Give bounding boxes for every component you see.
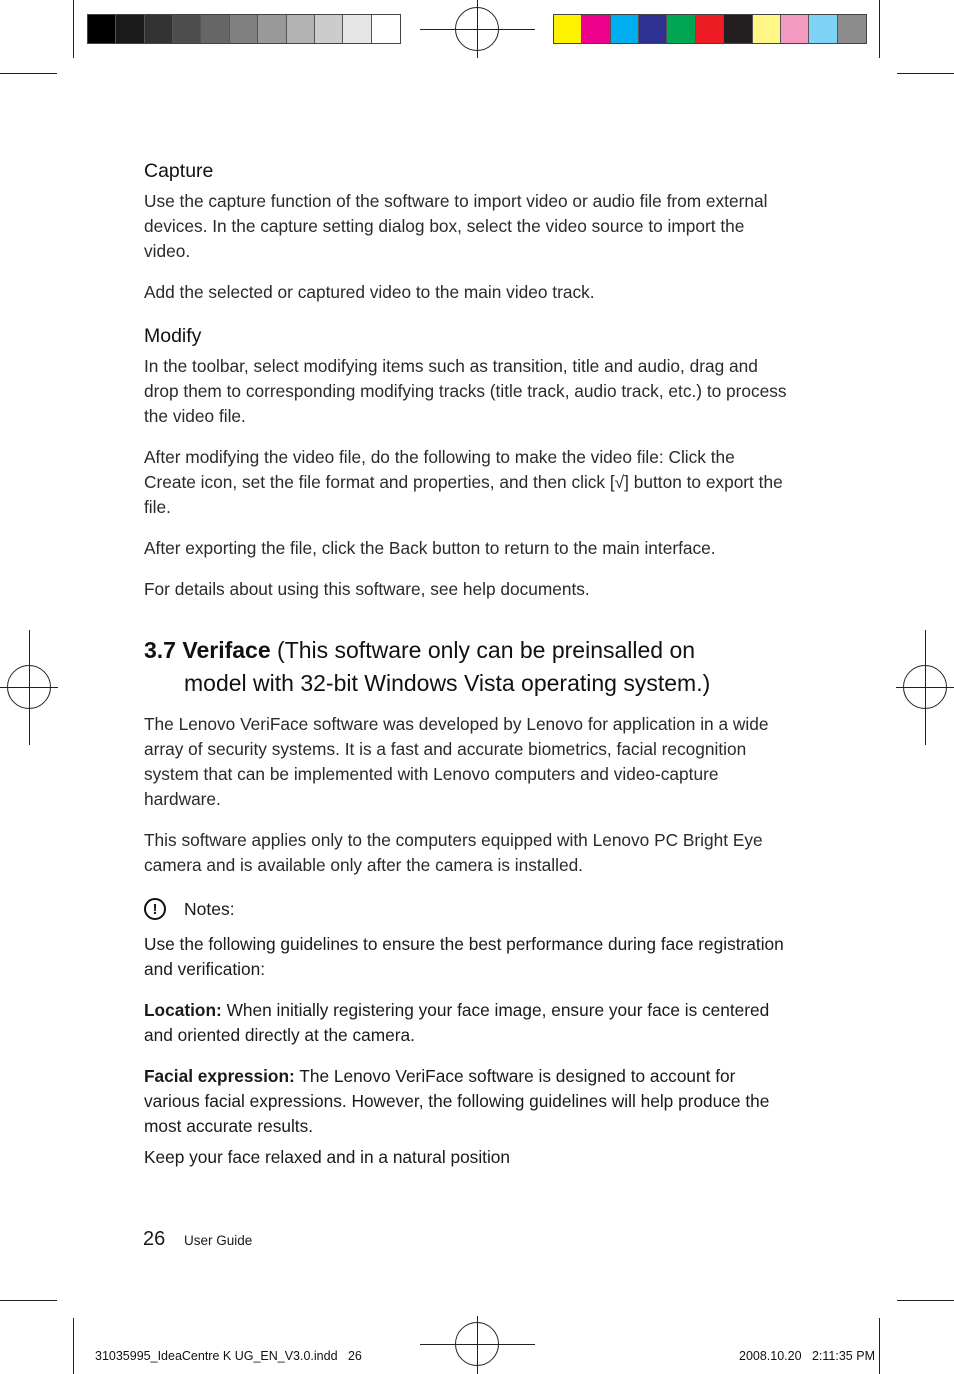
modify-heading: Modify: [144, 325, 202, 347]
modify-paragraph: After modifying the video file, do the following to make the video file: Click the Create icon, set the file format and properties, and then click [√] button to export the file.: [144, 447, 783, 517]
section-paragraph: The Lenovo VeriFace software was developed by Lenovo for application in a wide array of security systems. It is a fast and accurate biometrics, facial recognition system that can be implemented with Lenovo computers and video-capture hardware.: [144, 714, 769, 809]
color-swatch: [554, 15, 582, 43]
registration-circle: [903, 665, 947, 709]
color-swatch: [372, 15, 400, 43]
facial-expression-note: [144, 1064, 789, 1139]
section-heading: [144, 634, 789, 700]
color-swatch: [88, 15, 116, 43]
color-swatch: [838, 15, 866, 43]
facial-expression-label: Facial expression:: [144, 1066, 295, 1086]
color-swatch: [173, 15, 201, 43]
color-swatch: [667, 15, 695, 43]
color-swatch: [287, 15, 315, 43]
color-swatch: [611, 15, 639, 43]
crop-mark: [897, 73, 954, 74]
notes-header: [144, 898, 789, 920]
registration-circle: [455, 7, 499, 51]
section-paragraph: This software applies only to the computers equipped with Lenovo PC Bright Eye camera and is available only after the camera is installed.: [144, 830, 763, 875]
color-swatch: [116, 15, 144, 43]
color-swatch: [753, 15, 781, 43]
color-swatch: [201, 15, 229, 43]
location-note: [144, 998, 789, 1048]
section-title-line2: model with 32-bit Windows Vista operating system.): [184, 670, 711, 696]
registration-circle: [7, 665, 51, 709]
crop-mark: [879, 0, 880, 58]
modify-paragraph: For details about using this software, see help documents.: [144, 579, 590, 599]
footer-label: User Guide: [184, 1233, 253, 1248]
color-swatch: [258, 15, 286, 43]
registration-circle: [455, 1322, 499, 1366]
color-swatch: [230, 15, 258, 43]
color-swatch: [696, 15, 724, 43]
page-number: 26: [143, 1228, 166, 1250]
warning-icon: !: [144, 898, 166, 920]
capture-paragraph: Use the capture function of the software to import video or audio file from external devices. In the capture setting dialog box, select the video source to import the video.: [144, 191, 768, 261]
color-swatch: [315, 15, 343, 43]
grayscale-color-bar: [87, 14, 401, 44]
crop-mark: [897, 1300, 954, 1301]
notes-label: Notes:: [184, 898, 235, 919]
color-swatch: [343, 15, 371, 43]
section-title-rest: (This software only can be preinsalled on: [277, 637, 696, 663]
color-swatch: [809, 15, 837, 43]
capture-paragraph: Add the selected or captured video to the main video track.: [144, 282, 595, 302]
section-number: 3.7: [144, 637, 176, 663]
relaxed-note: Keep your face relaxed and in a natural position: [144, 1147, 511, 1167]
crop-mark: [73, 0, 74, 58]
slug-file-info: 31035995_IdeaCentre K UG_EN_V3.0.indd 26: [95, 1349, 362, 1363]
crop-mark: [0, 73, 57, 74]
crop-mark: [73, 1318, 74, 1374]
slug-date: 2008.10.20 2:11:35 PM: [739, 1349, 875, 1363]
color-swatch: [639, 15, 667, 43]
crop-mark: [0, 1300, 57, 1301]
color-swatch: [145, 15, 173, 43]
location-label: Location:: [144, 1000, 222, 1020]
facial-expression-text: The Lenovo VeriFace software is designed to account for various facial expressions. However, the following guidelines will help produce the most accurate results.: [144, 1066, 770, 1136]
notes-intro: Use the following guidelines to ensure the best performance during face registration and verification:: [144, 934, 784, 979]
capture-heading: Capture: [144, 160, 214, 182]
location-text: When initially registering your face image, ensure your face is centered and oriented directly at the camera.: [144, 1000, 770, 1045]
section-title-bold: Veriface: [182, 637, 271, 663]
page-content: [144, 160, 789, 1186]
modify-paragraph: In the toolbar, select modifying items such as transition, title and audio, drag and drop them to corresponding modifying tracks (title track, audio track, etc.) to process the video file.: [144, 356, 787, 426]
crop-mark: [879, 1318, 880, 1374]
color-swatch: [724, 15, 752, 43]
modify-paragraph: After exporting the file, click the Back button to return to the main interface.: [144, 538, 716, 558]
color-swatch: [781, 15, 809, 43]
process-color-bar: [553, 14, 867, 44]
color-swatch: [582, 15, 610, 43]
